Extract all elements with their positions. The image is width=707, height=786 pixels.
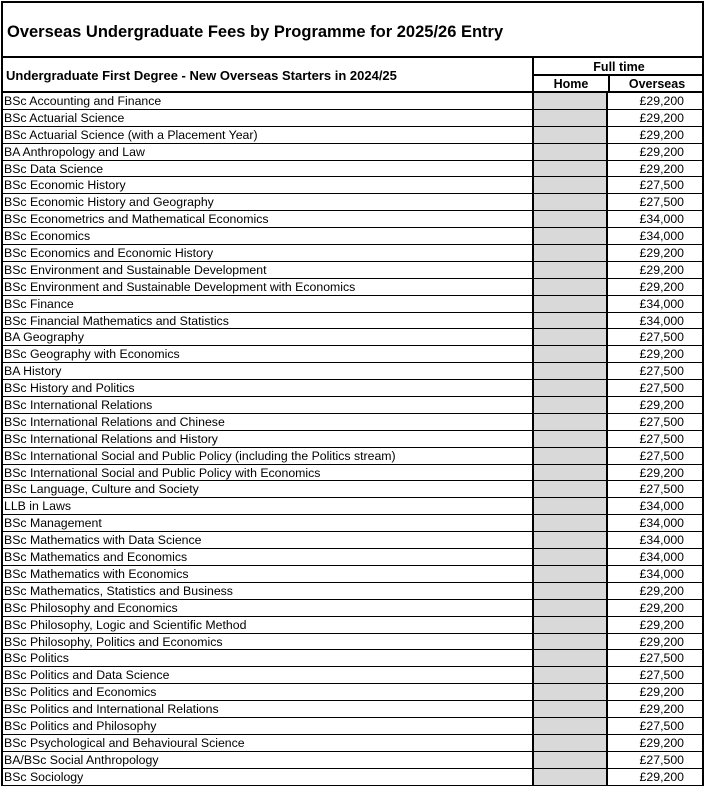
- home-fee-cell: [532, 566, 608, 582]
- home-fee-cell: [532, 465, 608, 481]
- overseas-fee: £27,500: [639, 482, 684, 497]
- programme-name: BSc Politics and International Relations: [4, 702, 219, 717]
- table-row: [1, 684, 704, 701]
- overseas-fee: £27,500: [639, 364, 684, 379]
- home-fee-cell: [532, 634, 608, 650]
- overseas-fee: £27,500: [639, 381, 684, 396]
- overseas-fee: £29,200: [639, 735, 684, 750]
- home-fee-cell: [532, 718, 608, 734]
- table-row: [1, 634, 704, 651]
- programme-name: LLB in Laws: [4, 499, 71, 514]
- programme-name: BSc Accounting and Finance: [4, 94, 162, 108]
- table-row: [1, 701, 704, 718]
- overseas-fee: £29,200: [639, 94, 684, 108]
- home-fee-cell: [532, 431, 608, 447]
- overseas-fee: £34,000: [639, 499, 684, 514]
- programme-name: BSc Sociology: [4, 769, 84, 784]
- table-row: [1, 110, 704, 127]
- programme-name: BSc Politics and Data Science: [4, 668, 170, 683]
- overseas-fee: £27,500: [639, 651, 684, 666]
- table-row: [1, 481, 704, 498]
- table-row: [1, 667, 704, 684]
- table-row: [1, 549, 704, 566]
- home-fee-cell: [532, 245, 608, 261]
- overseas-fee: £27,500: [639, 752, 684, 767]
- overseas-fee: £29,200: [639, 600, 684, 615]
- overseas-fee: £29,200: [639, 465, 684, 480]
- overseas-fee: £27,500: [639, 178, 684, 193]
- programme-name: BSc Mathematics with Economics: [4, 566, 189, 581]
- page-title: Overseas Undergraduate Fees by Programme for 2025/26 Entry: [7, 23, 504, 41]
- home-fee-cell: [532, 397, 608, 413]
- programme-name: BSc Philosophy, Logic and Scientific Method: [4, 617, 247, 632]
- table-row: [1, 566, 704, 583]
- table-row: [1, 177, 704, 194]
- programme-name: BSc Psychological and Behavioural Science: [4, 735, 245, 750]
- overseas-fee: £29,200: [639, 110, 684, 125]
- group-header-full-time: Full time: [593, 60, 645, 74]
- column-header-home: Home: [553, 77, 589, 91]
- programme-name: BSc Financial Mathematics and Statistics: [4, 313, 229, 328]
- table-row: [1, 448, 704, 465]
- home-fee-cell: [532, 296, 608, 312]
- home-fee-cell: [532, 346, 608, 362]
- table-row: [1, 93, 704, 110]
- programme-name: BSc International Relations and History: [4, 431, 218, 446]
- overseas-fee: £29,200: [639, 617, 684, 632]
- overseas-fee: £29,200: [639, 144, 684, 159]
- table-row: [1, 245, 704, 262]
- home-fee-cell: [532, 93, 608, 109]
- overseas-fee: £29,200: [639, 769, 684, 784]
- table-row: [1, 718, 704, 735]
- home-fee-cell: [532, 769, 608, 785]
- overseas-fee: £34,000: [639, 550, 684, 565]
- overseas-fee: £29,200: [639, 246, 684, 261]
- overseas-fee: £27,500: [639, 448, 684, 463]
- home-fee-cell: [532, 498, 608, 514]
- overseas-fee: £27,500: [639, 718, 684, 733]
- table-row: [1, 380, 704, 397]
- home-fee-cell: [532, 549, 608, 565]
- table-row: [1, 161, 704, 178]
- home-fee-cell: [532, 329, 608, 345]
- overseas-fee: £29,200: [639, 702, 684, 717]
- title-cell: [1, 1, 704, 58]
- programme-name: BA Anthropology and Law: [4, 144, 145, 159]
- table-row: [1, 617, 704, 634]
- home-fee-cell: [532, 414, 608, 430]
- table-row: [1, 346, 704, 363]
- overseas-fee: £34,000: [639, 313, 684, 328]
- programme-name: BSc International Social and Public Policy (including the Politics stream): [4, 448, 396, 463]
- home-fee-cell: [532, 380, 608, 396]
- home-fee-cell: [532, 735, 608, 751]
- home-fee-cell: [532, 684, 608, 700]
- overseas-fee: £29,200: [639, 161, 684, 176]
- programme-name: BSc International Relations and Chinese: [4, 414, 225, 429]
- programme-name: BSc Politics and Philosophy: [4, 718, 157, 733]
- table-row: [1, 127, 704, 144]
- table-row: [1, 194, 704, 211]
- programme-name: BSc Economics: [4, 229, 91, 244]
- table-row: [1, 532, 704, 549]
- table-row: [1, 363, 704, 380]
- home-fee-cell: [532, 448, 608, 464]
- home-fee-cell: [532, 262, 608, 278]
- overseas-fee: £29,200: [639, 279, 684, 294]
- home-fee-cell: [532, 161, 608, 177]
- programme-name: BA Geography: [4, 330, 84, 345]
- column-header-overseas: Overseas: [628, 77, 686, 91]
- table-row: [1, 329, 704, 346]
- table-row: [1, 465, 704, 482]
- overseas-fee: £29,200: [639, 398, 684, 413]
- home-fee-cell: [532, 228, 608, 244]
- table-row: [1, 583, 704, 600]
- table-row: [1, 769, 704, 786]
- programme-name: BSc Mathematics and Economics: [4, 550, 188, 565]
- home-fee-cell: [532, 211, 608, 227]
- programme-name: BSc Environment and Sustainable Development: [4, 262, 267, 277]
- programme-name: BSc Economic History: [4, 178, 126, 193]
- programme-name: BSc Mathematics with Data Science: [4, 533, 202, 548]
- home-fee-cell: [532, 481, 608, 497]
- programme-name: BSc Language, Culture and Society: [4, 482, 199, 497]
- overseas-fee: £27,500: [639, 195, 684, 210]
- programme-name: BSc History and Politics: [4, 381, 135, 396]
- home-fee-cell: [532, 617, 608, 633]
- table-row: [1, 650, 704, 667]
- programme-name: BSc Econometrics and Mathematical Economics: [4, 212, 269, 227]
- overseas-fee: £29,200: [639, 685, 684, 700]
- programme-name: BSc Management: [4, 516, 102, 531]
- overseas-fee: £34,000: [639, 296, 684, 311]
- home-fee-cell: [532, 752, 608, 768]
- programme-name: BSc Politics: [4, 651, 69, 666]
- table-row: [1, 397, 704, 414]
- overseas-fee: £29,200: [639, 127, 684, 142]
- overseas-fee: £29,200: [639, 583, 684, 598]
- overseas-fee: £27,500: [639, 330, 684, 345]
- table-row: [1, 600, 704, 617]
- table-row: [1, 735, 704, 752]
- section-header: Undergraduate First Degree - New Overseas Starters in 2024/25: [6, 68, 397, 83]
- programme-name: BSc Geography with Economics: [4, 347, 180, 362]
- overseas-fee: £34,000: [639, 229, 684, 244]
- overseas-fee: £29,200: [639, 262, 684, 277]
- home-fee-cell: [532, 144, 608, 160]
- home-fee-cell: [532, 110, 608, 126]
- home-fee-cell: [532, 177, 608, 193]
- programme-name: BSc Philosophy and Economics: [4, 600, 178, 615]
- programme-name: BSc Economic History and Geography: [4, 195, 214, 210]
- programme-name: BSc Data Science: [4, 161, 104, 176]
- home-fee-cell: [532, 600, 608, 616]
- table-row: [1, 144, 704, 161]
- overseas-fee: £27,500: [639, 668, 684, 683]
- overseas-fee: £34,000: [639, 516, 684, 531]
- table-row: [1, 498, 704, 515]
- table-row: [1, 296, 704, 313]
- programme-name: BSc Actuarial Science: [4, 110, 125, 125]
- table-row: [1, 515, 704, 532]
- overseas-fee: £27,500: [639, 431, 684, 446]
- home-fee-cell: [532, 532, 608, 548]
- home-fee-cell: [532, 194, 608, 210]
- table-row: [1, 752, 704, 769]
- overseas-fee: £29,200: [639, 634, 684, 649]
- table-row: [1, 262, 704, 279]
- programme-name: BSc Finance: [4, 296, 74, 311]
- table-row: [1, 279, 704, 296]
- home-fee-cell: [532, 701, 608, 717]
- programme-name: BA/BSc Social Anthropology: [4, 752, 159, 767]
- overseas-fee: £34,000: [639, 212, 684, 227]
- overseas-fee: £34,000: [639, 533, 684, 548]
- table-row: [1, 313, 704, 330]
- home-fee-cell: [532, 650, 608, 666]
- programme-name: BSc Actuarial Science (with a Placement Year): [4, 127, 258, 142]
- home-fee-cell: [532, 127, 608, 143]
- programme-name: BSc Economics and Economic History: [4, 246, 214, 261]
- home-fee-cell: [532, 667, 608, 683]
- home-fee-cell: [532, 583, 608, 599]
- home-fee-cell: [532, 363, 608, 379]
- home-fee-cell: [532, 279, 608, 295]
- programme-name: BSc International Relations: [4, 398, 153, 413]
- programme-name: BSc Mathematics, Statistics and Business: [4, 583, 233, 598]
- programme-name: BSc Politics and Economics: [4, 685, 157, 700]
- home-fee-cell: [532, 313, 608, 329]
- programme-name: BSc Environment and Sustainable Development with Economics: [4, 279, 356, 294]
- table-row: [1, 431, 704, 448]
- programme-name: BA History: [4, 364, 62, 379]
- table-row: [1, 414, 704, 431]
- divider: [534, 74, 704, 76]
- programme-name: BSc Philosophy, Politics and Economics: [4, 634, 223, 649]
- programme-name: BSc International Social and Public Policy with Economics: [4, 465, 321, 480]
- table-header: [1, 58, 704, 93]
- table-body: [1, 93, 704, 786]
- table-row: [1, 228, 704, 245]
- home-fee-cell: [532, 515, 608, 531]
- overseas-fee: £29,200: [639, 347, 684, 362]
- overseas-fee: £34,000: [639, 566, 684, 581]
- overseas-fee: £27,500: [639, 414, 684, 429]
- table-row: [1, 211, 704, 228]
